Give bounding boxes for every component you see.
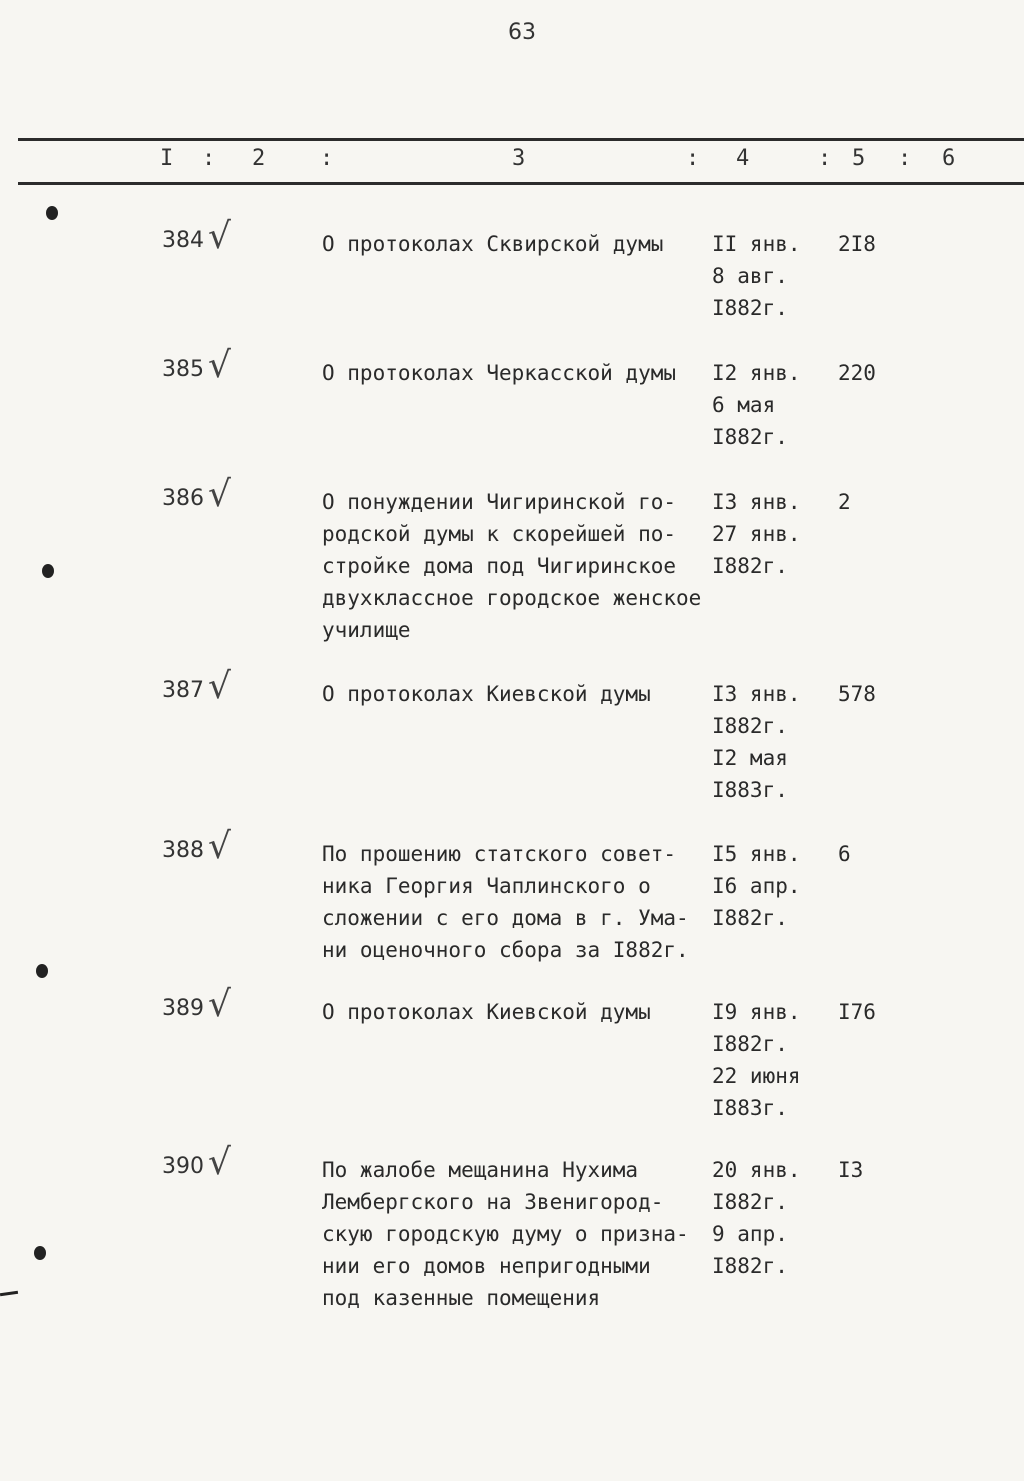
column-separator: : [818, 146, 832, 171]
entry-number: 388 [162, 838, 204, 863]
table-top-rule [18, 138, 1024, 141]
checkmark-icon: √ [208, 666, 231, 707]
column-header-4: 4 [736, 146, 750, 171]
entry-number: 390 [162, 1154, 204, 1179]
entry-dates: I3 янв. 27 янв. I882г. [712, 490, 801, 578]
checkmark-icon: √ [208, 826, 231, 867]
entry-sheets: 2 [838, 490, 851, 514]
entry-sheets: 2I8 [838, 232, 876, 256]
column-header-2: 2 [252, 146, 266, 171]
punch-hole-icon [36, 964, 48, 978]
entry-title: О протоколах Киевской думы [322, 682, 651, 706]
column-separator: : [898, 146, 912, 171]
column-header-5: 5 [852, 146, 866, 171]
checkmark-icon: √ [208, 984, 231, 1025]
checkmark-icon: √ [208, 474, 231, 515]
entry-dates: I5 янв. I6 апр. I882г. [712, 842, 801, 930]
entry-number: 387 [162, 678, 204, 703]
entry-title: По прошению статского совет- ника Георгия Чаплинского о сложении с его дома в г. Ума- ни оценочного сбора за I882г. [322, 842, 689, 962]
entry-title: О понуждении Чигиринской го- родской думы к скорейшей по- стройке дома под Чигиринское двухклассное городское женское училище [322, 490, 702, 642]
entry-title: О протоколах Киевской думы [322, 1000, 651, 1024]
table-header-rule [18, 182, 1024, 185]
entry-dates: I9 янв. I882г. 22 июня I883г. [712, 1000, 801, 1120]
checkmark-icon: √ [208, 216, 231, 257]
entry-sheets: I76 [838, 1000, 876, 1024]
checkmark-icon: √ [208, 1142, 231, 1183]
entry-number: 389 [162, 996, 204, 1021]
checkmark-icon: √ [208, 345, 231, 386]
column-separator: : [320, 146, 334, 171]
entry-title: О протоколах Черкасской думы [322, 361, 677, 385]
margin-stroke [0, 1291, 18, 1296]
punch-hole-icon [34, 1246, 46, 1260]
entry-title: По жалобе мещанина Нухима Лембергского на Звенигород- скую городскую думу о призна- нии его домов непригодными под казенные помещения [322, 1158, 689, 1310]
punch-hole-icon [46, 206, 58, 220]
entry-sheets: 578 [838, 682, 876, 706]
page-number: 63 [508, 20, 536, 45]
entry-dates: I3 янв. I882г. I2 мая I883г. [712, 682, 801, 802]
punch-hole-icon [42, 564, 54, 578]
entry-dates: II янв. 8 авг. I882г. [712, 232, 801, 320]
entry-title: О протоколах Сквирской думы [322, 232, 664, 256]
entry-number: 384 [162, 228, 204, 253]
column-header-row [0, 146, 1024, 172]
entry-sheets: 6 [838, 842, 851, 866]
column-header-6: 6 [942, 146, 956, 171]
column-separator: : [202, 146, 216, 171]
column-header-1: I [160, 146, 174, 171]
entry-dates: I2 янв. 6 мая I882г. [712, 361, 801, 449]
column-header-3: 3 [512, 146, 526, 171]
entry-number: 386 [162, 486, 204, 511]
column-separator: : [686, 146, 700, 171]
entry-sheets: 220 [838, 361, 876, 385]
entry-sheets: I3 [838, 1158, 864, 1182]
entry-number: 385 [162, 357, 204, 382]
entry-dates: 20 янв. I882г. 9 апр. I882г. [712, 1158, 801, 1278]
